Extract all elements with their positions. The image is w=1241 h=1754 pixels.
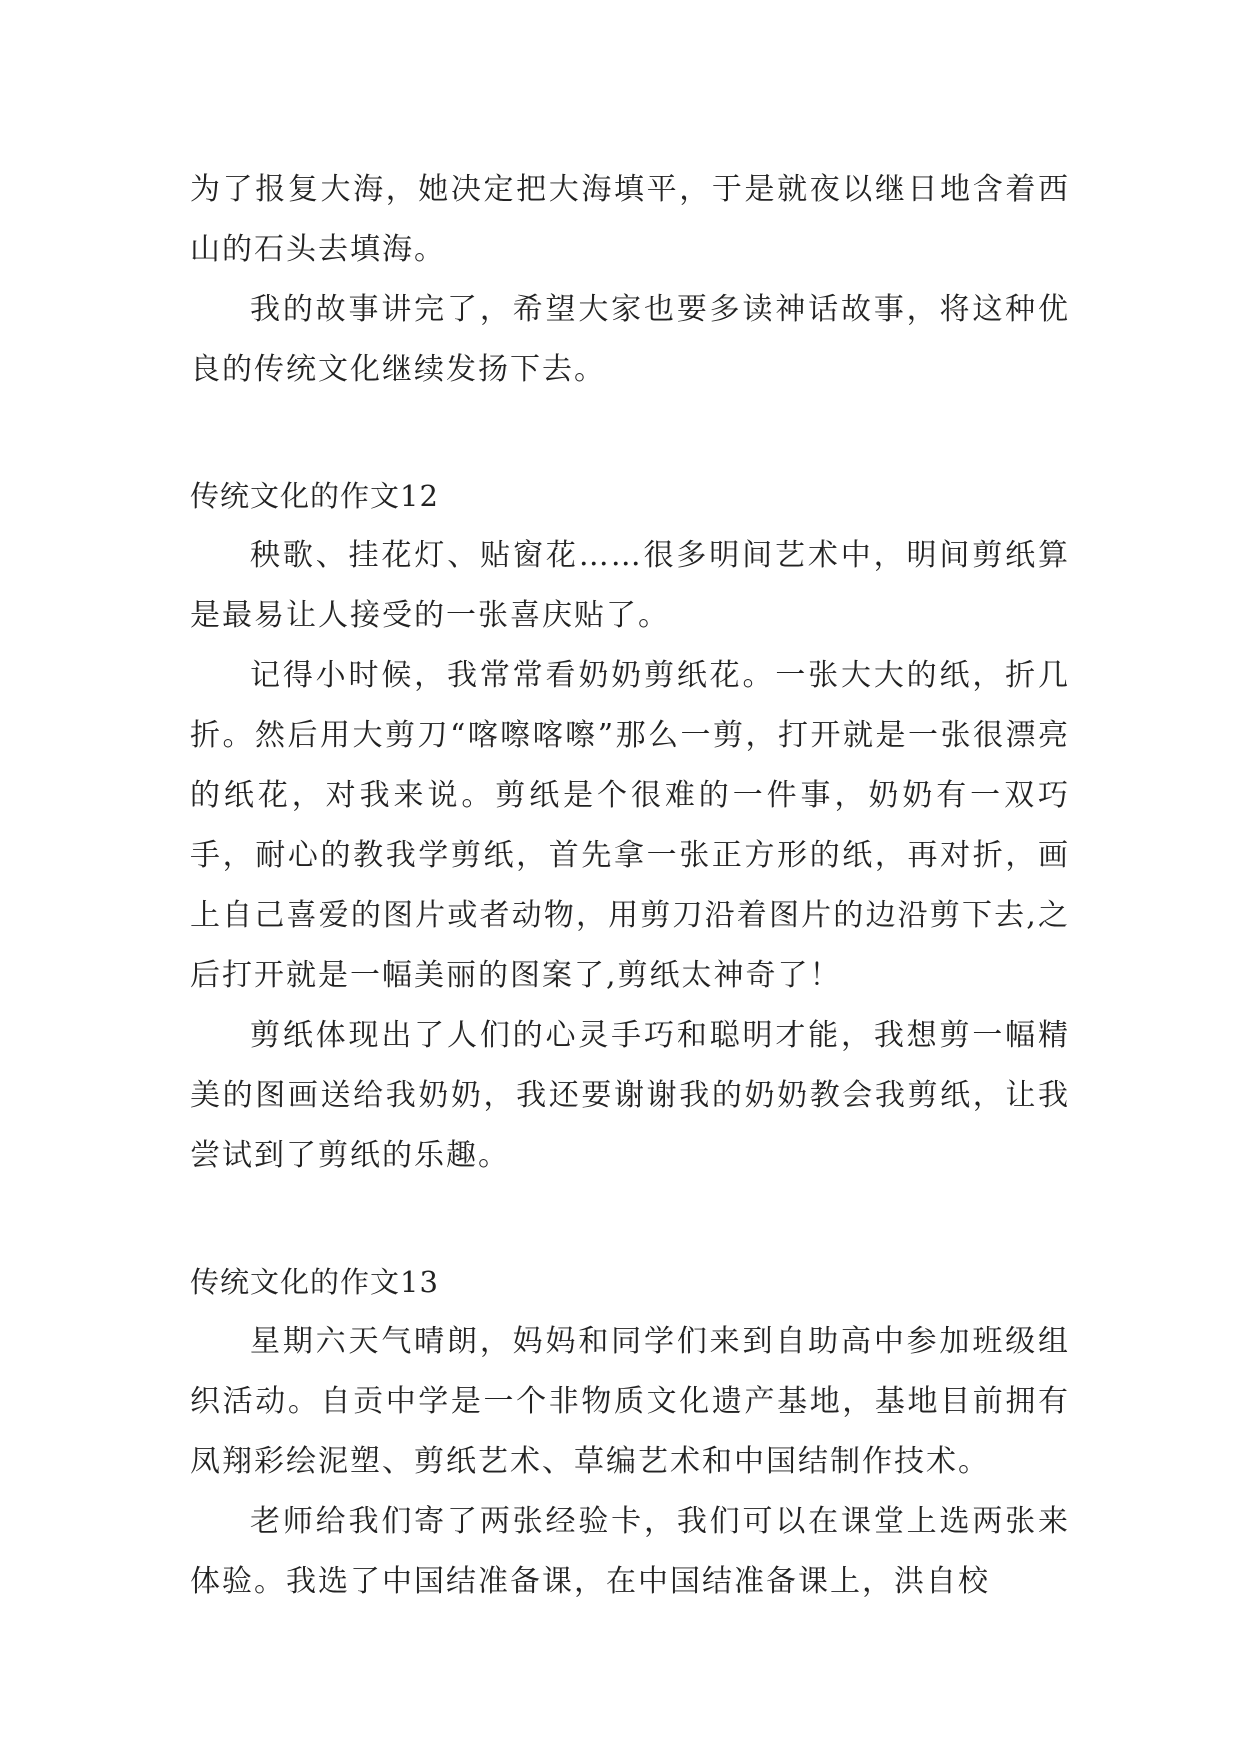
paragraph: 星期六天气晴朗，妈妈和同学们来到自助高中参加班级组织活动。自贡中学是一个非物质文化遗产基地，基地目前拥有凤翔彩绘泥塑、剪纸艺术、草编艺术和中国结制作技术。 [190, 1324, 1070, 1479]
document-body [190, 160, 1070, 1612]
paragraph: 秧歌、挂花灯、贴窗花……很多明间艺术中，明间剪纸算是最易让人接受的一张喜庆贴了。 [190, 538, 1070, 633]
paragraph: 剪纸体现出了人们的心灵手巧和聪明才能，我想剪一幅精美的图画送给我奶奶，我还要谢谢我的奶奶教会我剪纸，让我尝试到了剪纸的乐趣。 [190, 1018, 1070, 1173]
paragraph: 我的故事讲完了，希望大家也要多读神话故事，将这种优良的传统文化继续发扬下去。 [190, 292, 1070, 387]
section-heading-13: 传统文化的作文13 [190, 1265, 439, 1299]
paragraph: 记得小时候，我常常看奶奶剪纸花。一张大大的纸，折几折。然后用大剪刀“喀嚓喀嚓”那么一剪，打开就是一张很漂亮的纸花，对我来说。剪纸是个很难的一件事，奶奶有一双巧手，耐心的教我学剪纸，首先拿一张正方形的纸，再对折，画上自己喜爱的图片或者动物，用剪刀沿着图片的边沿剪下去,之后打开就是一幅美丽的图案了,剪纸太神奇了！ [190, 658, 1070, 993]
section-heading-12: 传统文化的作文12 [190, 479, 439, 513]
paragraph-continued: 为了报复大海，她决定把大海填平，于是就夜以继日地含着西山的石头去填海。 [190, 172, 1070, 267]
paragraph: 老师给我们寄了两张经验卡，我们可以在课堂上选两张来体验。我选了中国结准备课，在中国结准备课上，洪自校 [190, 1504, 1070, 1599]
